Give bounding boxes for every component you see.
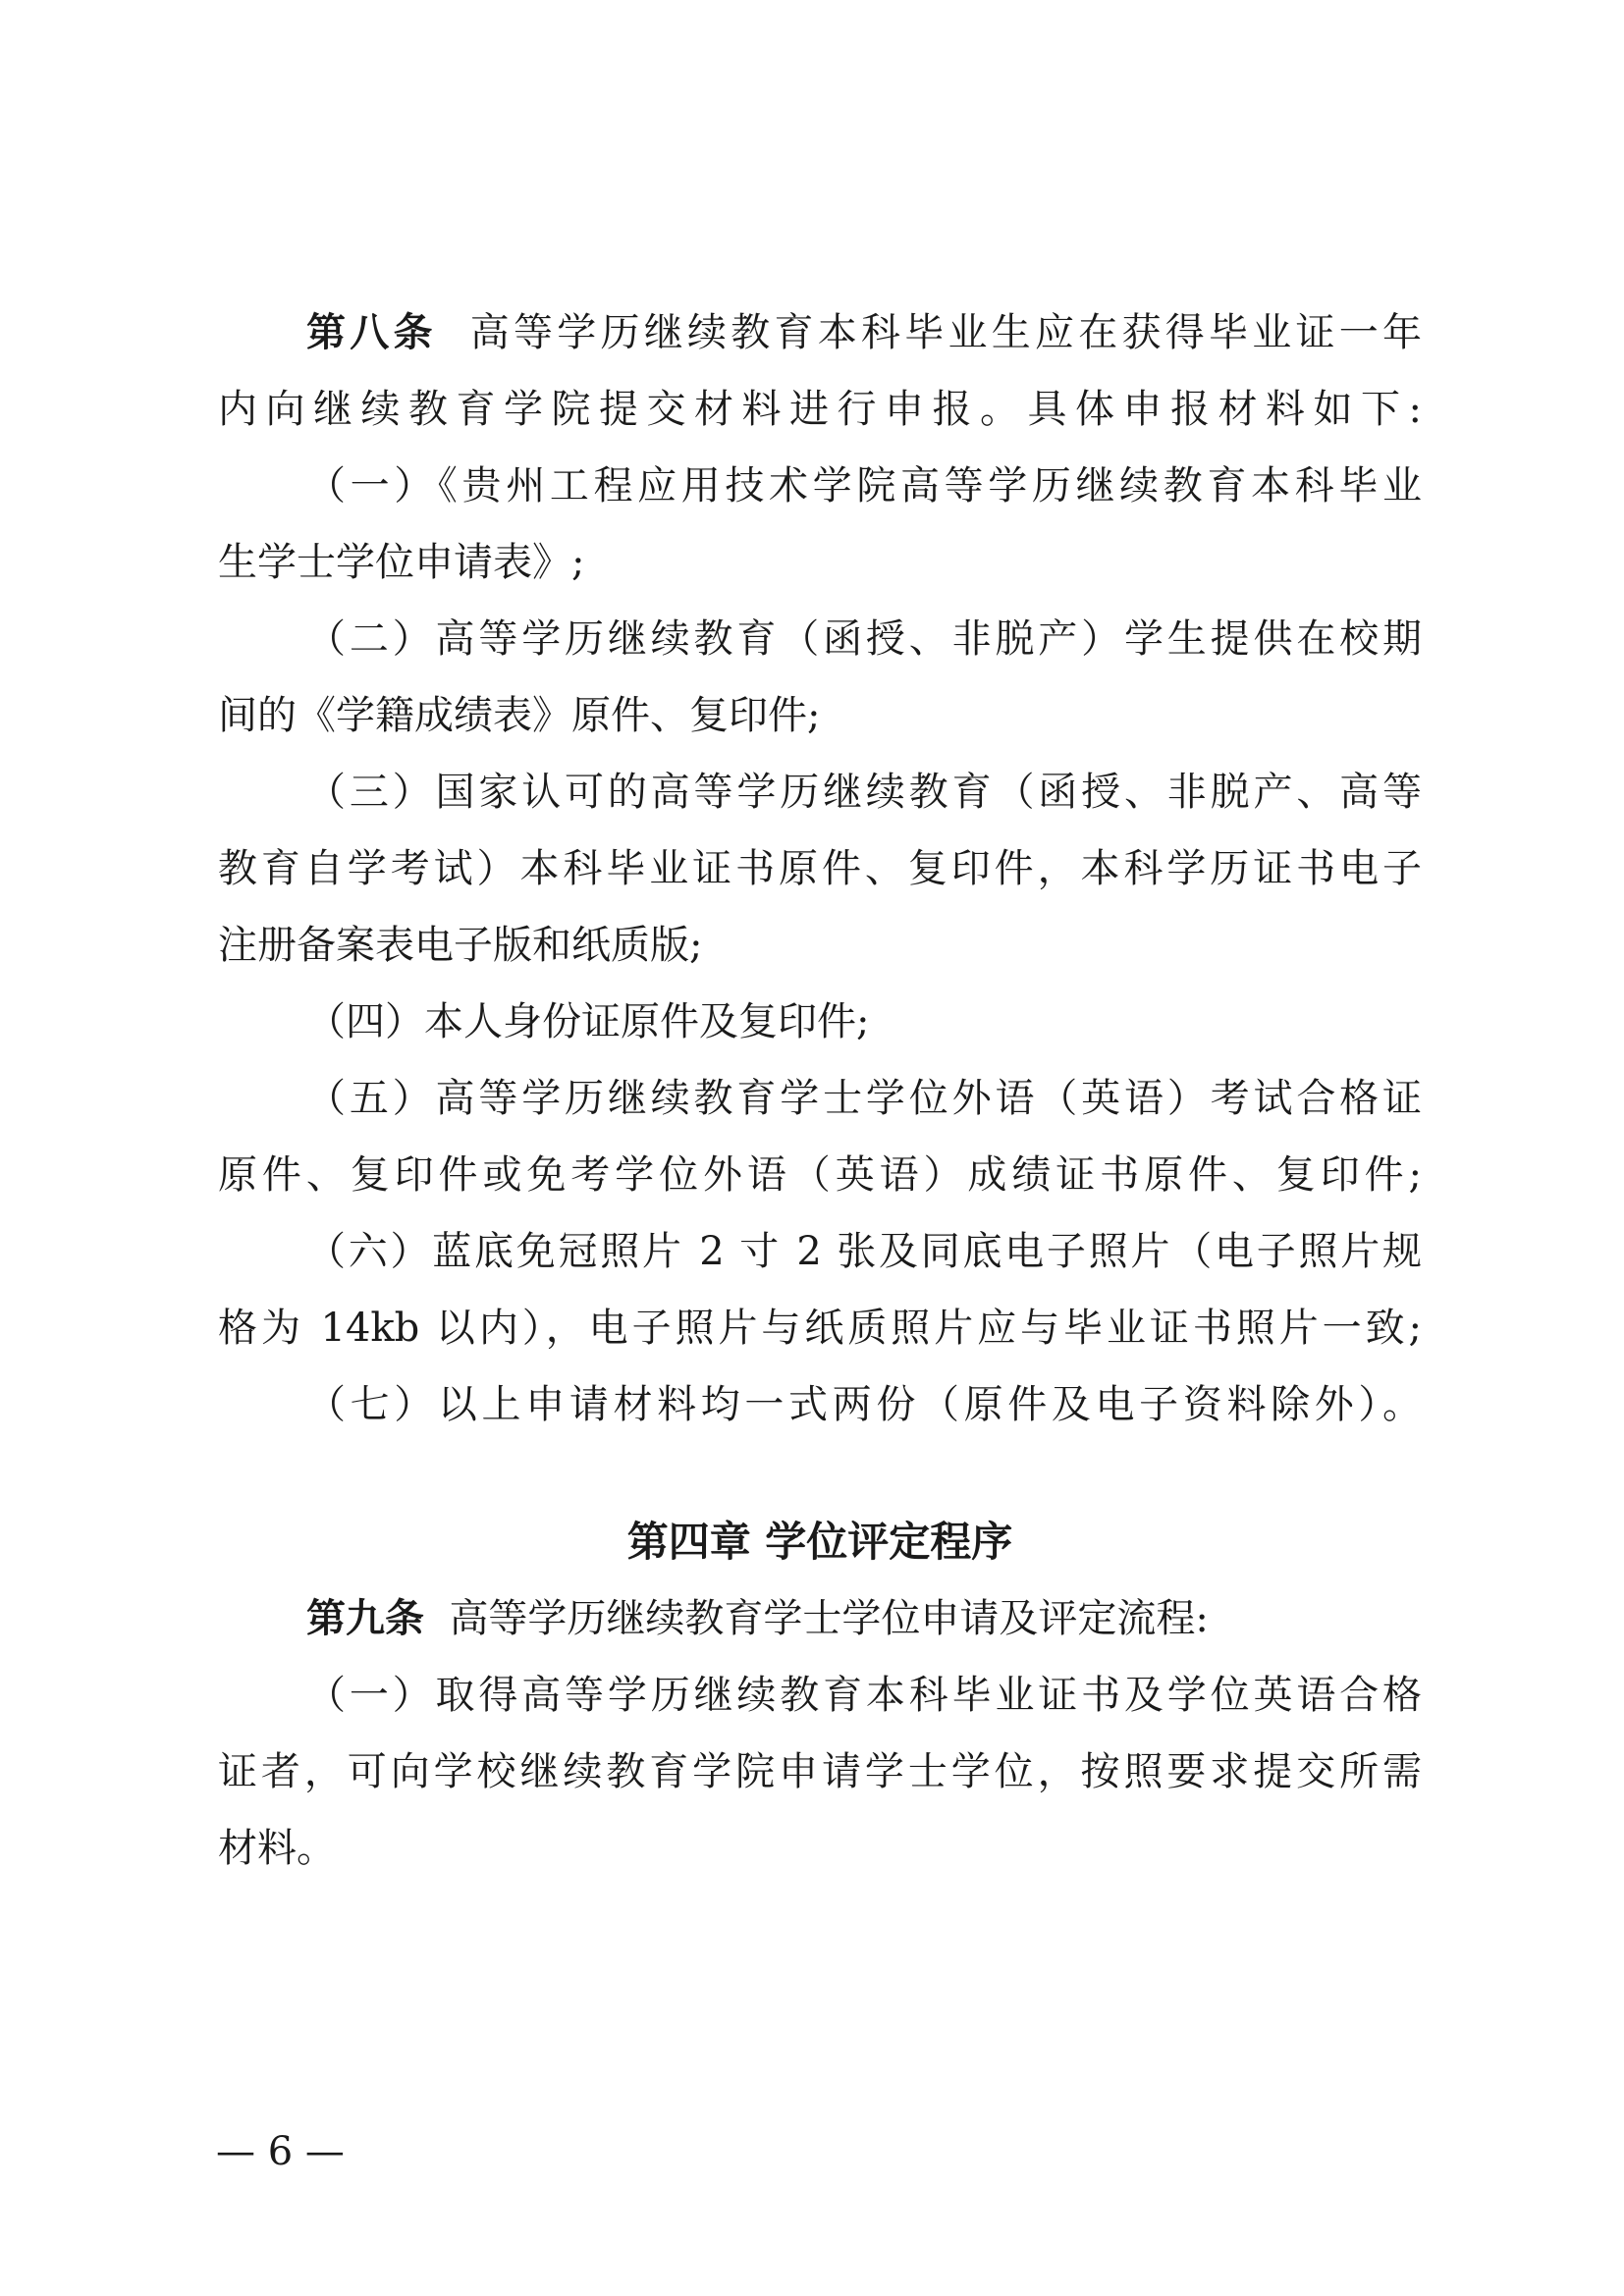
article8-paragraph-line2: 内向继续教育学院提交材料进行申报。具体申报材料如下: xyxy=(218,387,1422,432)
article8-item1-line1: （一）《贵州工程应用技术学院高等学历继续教育本科毕业 xyxy=(306,463,1422,508)
article8-item1-line2: 生学士学位申请表》; xyxy=(218,540,585,585)
article8-text: 高等学历继续教育本科毕业生应在获得毕业证一年 xyxy=(469,310,1423,355)
article8-item3-line3: 注册备案表电子版和纸质版; xyxy=(218,923,703,968)
article8-item3-line1: （三）国家认可的高等学历继续教育（函授、非脱产、高等 xyxy=(306,770,1422,815)
article9-text: 高等学历继续教育学士学位申请及评定流程: xyxy=(449,1596,1209,1641)
article8-paragraph-line1 xyxy=(218,294,1422,371)
page-number: — 6 — xyxy=(216,2129,345,2174)
article8-item4-line1: （四）本人身份证原件及复印件; xyxy=(306,999,870,1044)
article8-item5-line1: （五）高等学历继续教育学士学位外语（英语）考试合格证 xyxy=(306,1076,1422,1121)
article8-item7-line1: （七）以上申请材料均一式两份（原件及电子资料除外）。 xyxy=(306,1382,1422,1427)
article8-item6-line2: 格为 14kb 以内），电子照片与纸质照片应与毕业证书照片一致; xyxy=(218,1306,1422,1351)
article9-item1-line3: 材料。 xyxy=(218,1826,336,1871)
article8-item6-line1: （六）蓝底免冠照片 2 寸 2 张及同底电子照片（电子照片规 xyxy=(306,1229,1422,1274)
article9-item1-line2: 证者，可向学校继续教育学院申请学士学位，按照要求提交所需 xyxy=(218,1749,1422,1794)
document-body xyxy=(218,294,1422,1887)
article8-item5-line2: 原件、复印件或免考学位外语（英语）成绩证书原件、复印件; xyxy=(218,1152,1422,1198)
article8-item2-line2: 间的《学籍成绩表》原件、复印件; xyxy=(218,693,821,738)
article9-item1-line1: （一）取得高等学历继续教育本科毕业证书及学位英语合格 xyxy=(306,1673,1422,1718)
chapter-title: 第四章 学位评定程序 xyxy=(626,1518,1013,1566)
article8-item3-line2: 教育自学考试）本科毕业证书原件、复印件，本科学历证书电子 xyxy=(218,846,1422,891)
article9-paragraph-line1 xyxy=(218,1580,1422,1657)
article9-heading: 第九条 xyxy=(306,1596,424,1641)
article8-heading: 第八条 xyxy=(306,310,437,355)
article8-item2-line1: （二）高等学历继续教育（函授、非脱产）学生提供在校期 xyxy=(306,616,1422,662)
